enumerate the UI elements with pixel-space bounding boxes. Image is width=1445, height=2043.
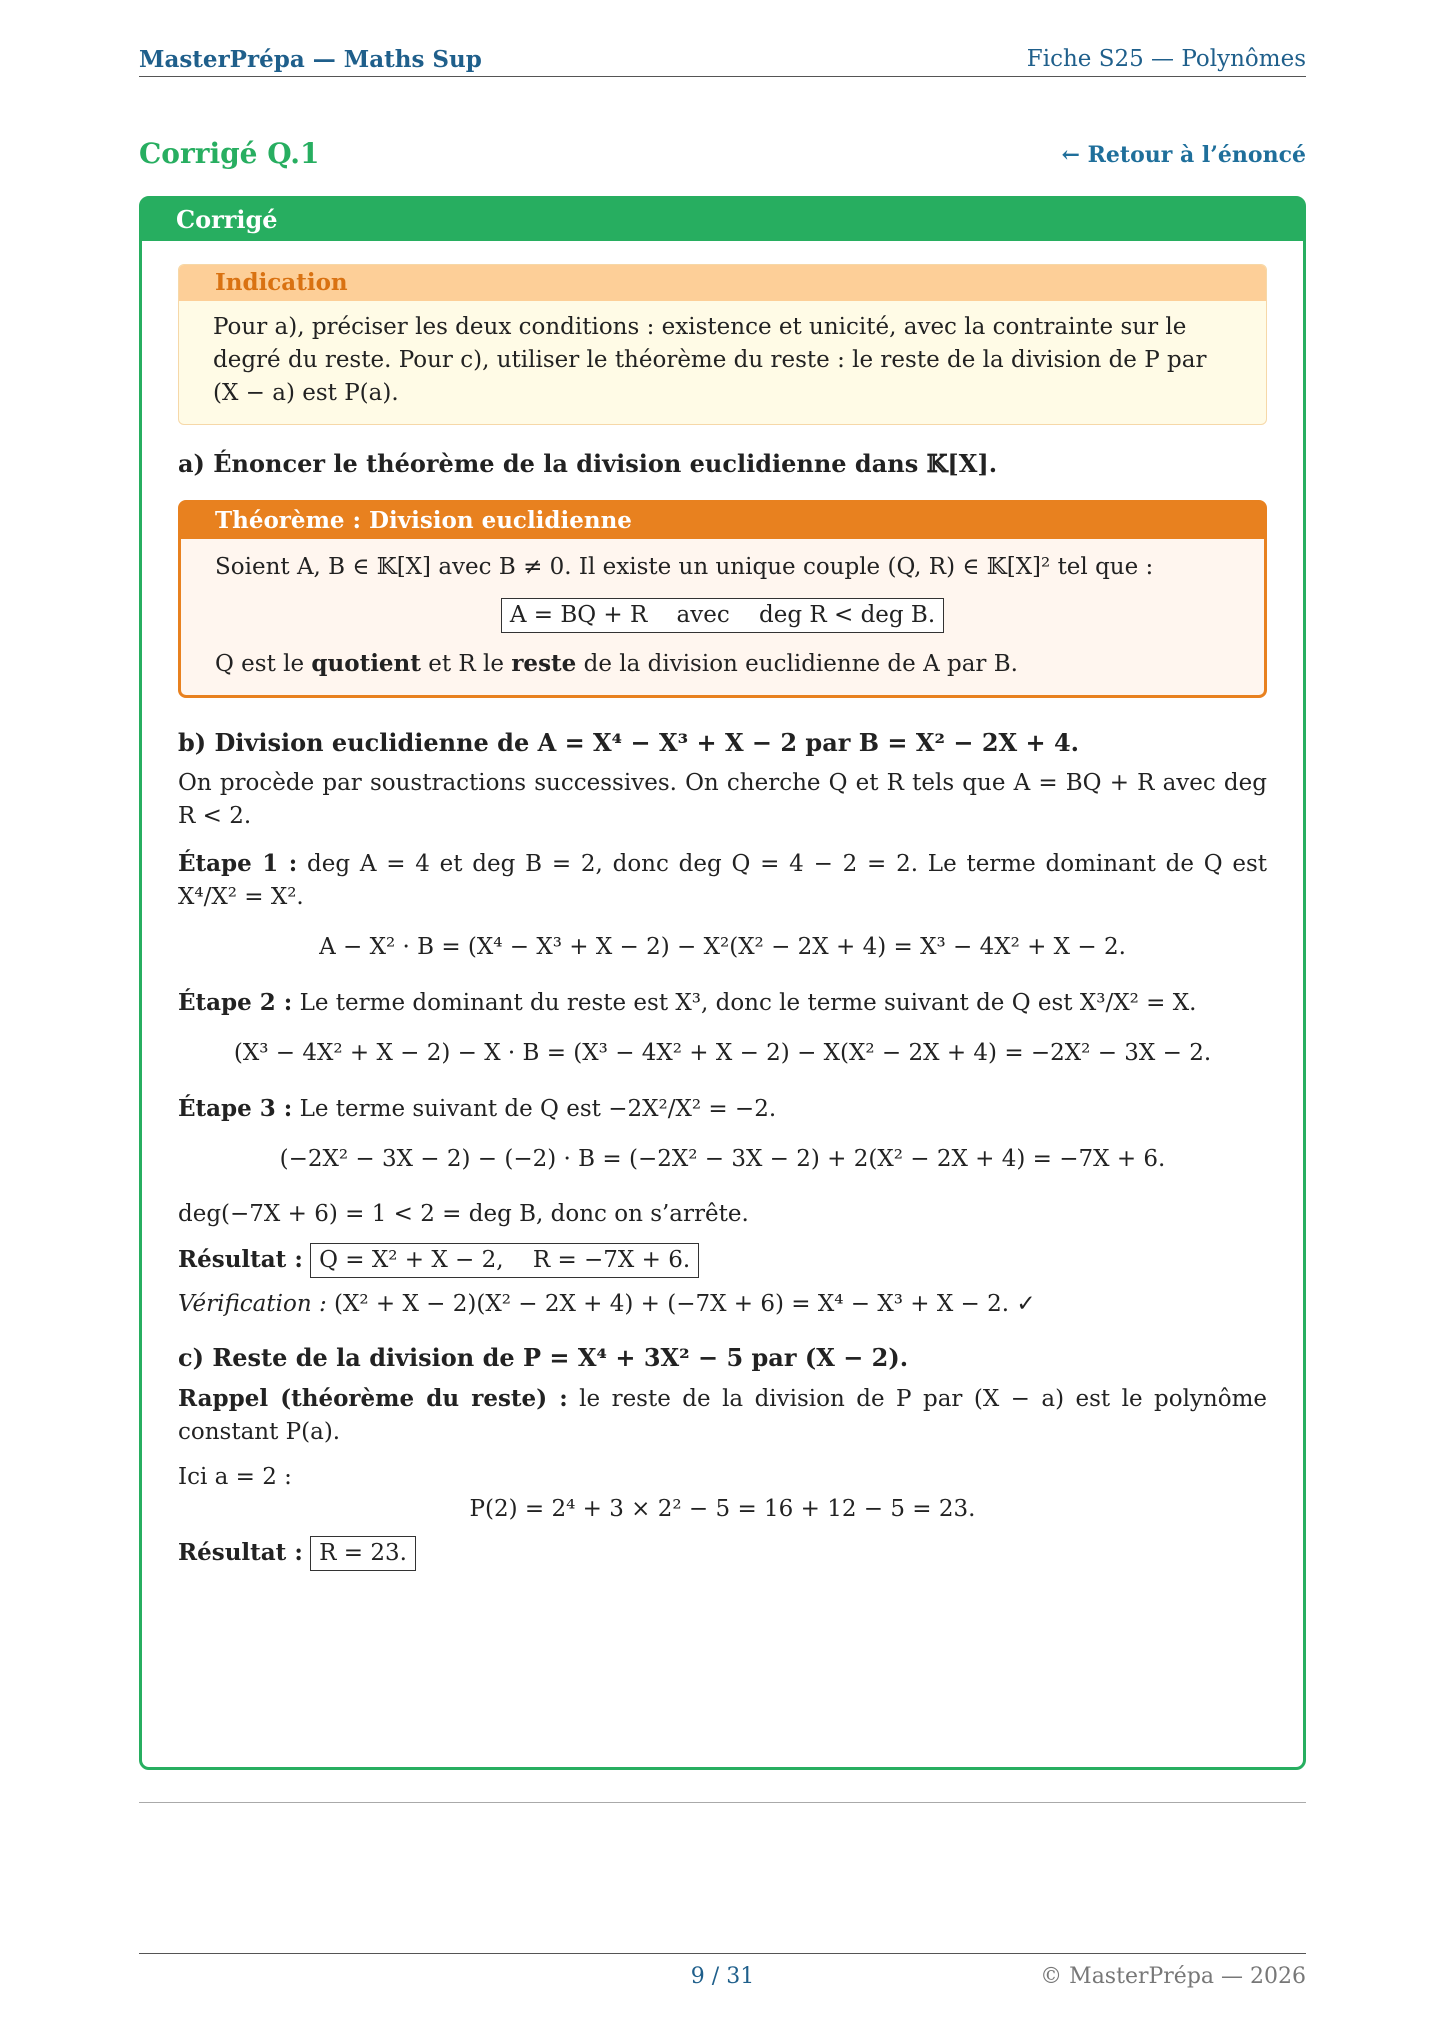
- part-b-heading: b) Division euclidienne de A = X⁴ − X³ + X − 2 par B = X² − 2X + 4.: [178, 728, 1080, 757]
- part-b-result-box: Q = X² + X − 2, R = −7X + 6.: [310, 1243, 699, 1278]
- part-b-intro: On procède par soustractions successives. On cherche Q et R tels que A = BQ + R avec deg R < 2.: [178, 770, 1267, 829]
- step-1: Étape 1 : deg A = 4 et deg B = 2, donc deg Q = 4 − 2 = 2. Le terme dominant de Q est X⁴/X² = X².: [178, 850, 1267, 910]
- step-3: Étape 3 : Le terme suivant de Q est −2X²/X² = −2.: [178, 1095, 777, 1122]
- part-c-setup: Ici a = 2 :: [178, 1464, 292, 1490]
- stop-condition: deg(−7X + 6) = 1 < 2 = deg B, donc on s’arrête.: [178, 1201, 749, 1227]
- theorem-statement: Soient A, B ∈ 𝕂[X] avec B ≠ 0. Il existe un unique couple (Q, R) ∈ 𝕂[X]² tel que :: [215, 554, 1154, 580]
- theorem-box: [178, 500, 1267, 698]
- footer-divider: [139, 1953, 1306, 1954]
- back-to-statement-link[interactable]: ← Retour à l’énoncé: [1061, 142, 1306, 168]
- solution-box-title: Corrigé: [142, 199, 1303, 241]
- page-header: [139, 44, 1306, 77]
- question-title: Corrigé Q.1: [139, 137, 320, 170]
- part-b-result: Résultat : Q = X² + X − 2, R = −7X + 6.: [178, 1243, 1267, 1278]
- hint-title: Indication: [179, 265, 1266, 301]
- step-1-equation: A − X² · B = (X⁴ − X³ + X − 2) − X²(X² − 2X + 4) = X³ − 4X² + X − 2.: [319, 934, 1126, 960]
- theorem-title: Théorème : Division euclidienne: [181, 503, 1264, 539]
- part-c-heading: c) Reste de la division de P = X⁴ + 3X² − 5 par (X − 2).: [178, 1343, 909, 1372]
- step-2-equation: (X³ − 4X² + X − 2) − X · B = (X³ − 4X² + X − 2) − X(X² − 2X + 4) = −2X² − 3X − 2.: [233, 1040, 1212, 1066]
- part-c-result: Résultat : R = 23.: [178, 1536, 1267, 1571]
- theorem-body: [181, 539, 1264, 695]
- header-left-title: MasterPrépa — Maths Sup: [139, 46, 482, 73]
- page-number: 9 / 31: [690, 1964, 755, 1989]
- hint-text: Pour a), préciser les deux conditions : existence et unicité, avec la contrainte sur le degré du reste. Pour c), utiliser le théorème du reste : le reste de la division de P par (X − a) est P(a).: [213, 314, 1207, 406]
- theorem-formula: A = BQ + R avec deg R < deg B.: [501, 598, 944, 633]
- solution-box: [139, 196, 1306, 1770]
- header-right-title: Fiche S25 — Polynômes: [1026, 46, 1306, 72]
- step-2: Étape 2 : Le terme dominant du reste est X³, donc le terme suivant de Q est X³/X² = X.: [178, 989, 1197, 1016]
- step-3-equation: (−2X² − 3X − 2) − (−2) · B = (−2X² − 3X − 2) + 2(X² − 2X + 4) = −7X + 6.: [279, 1146, 1166, 1172]
- copyright: © MasterPrépa — 2026: [1040, 1964, 1306, 1989]
- theorem-definitions: Q est le quotient et R le reste de la division euclidienne de A par B.: [215, 650, 1018, 677]
- part-c-equation: P(2) = 2⁴ + 3 × 2² − 5 = 16 + 12 − 5 = 23.: [469, 1496, 976, 1522]
- part-c-result-box: R = 23.: [310, 1536, 416, 1571]
- solution-content: [178, 264, 1267, 1571]
- remainder-theorem-reminder: Rappel (théorème du reste) : le reste de la division de P par (X − a) est le polynôme constant P(a).: [178, 1385, 1268, 1445]
- hint-box: [178, 264, 1267, 425]
- verification: Vérification : (X² + X − 2)(X² − 2X + 4) + (−7X + 6) = X⁴ − X³ + X − 2. ✓: [178, 1291, 1036, 1317]
- content-end-divider: [139, 1802, 1306, 1803]
- part-a-heading: a) Énoncer le théorème de la division euclidienne dans 𝕂[X].: [178, 449, 998, 478]
